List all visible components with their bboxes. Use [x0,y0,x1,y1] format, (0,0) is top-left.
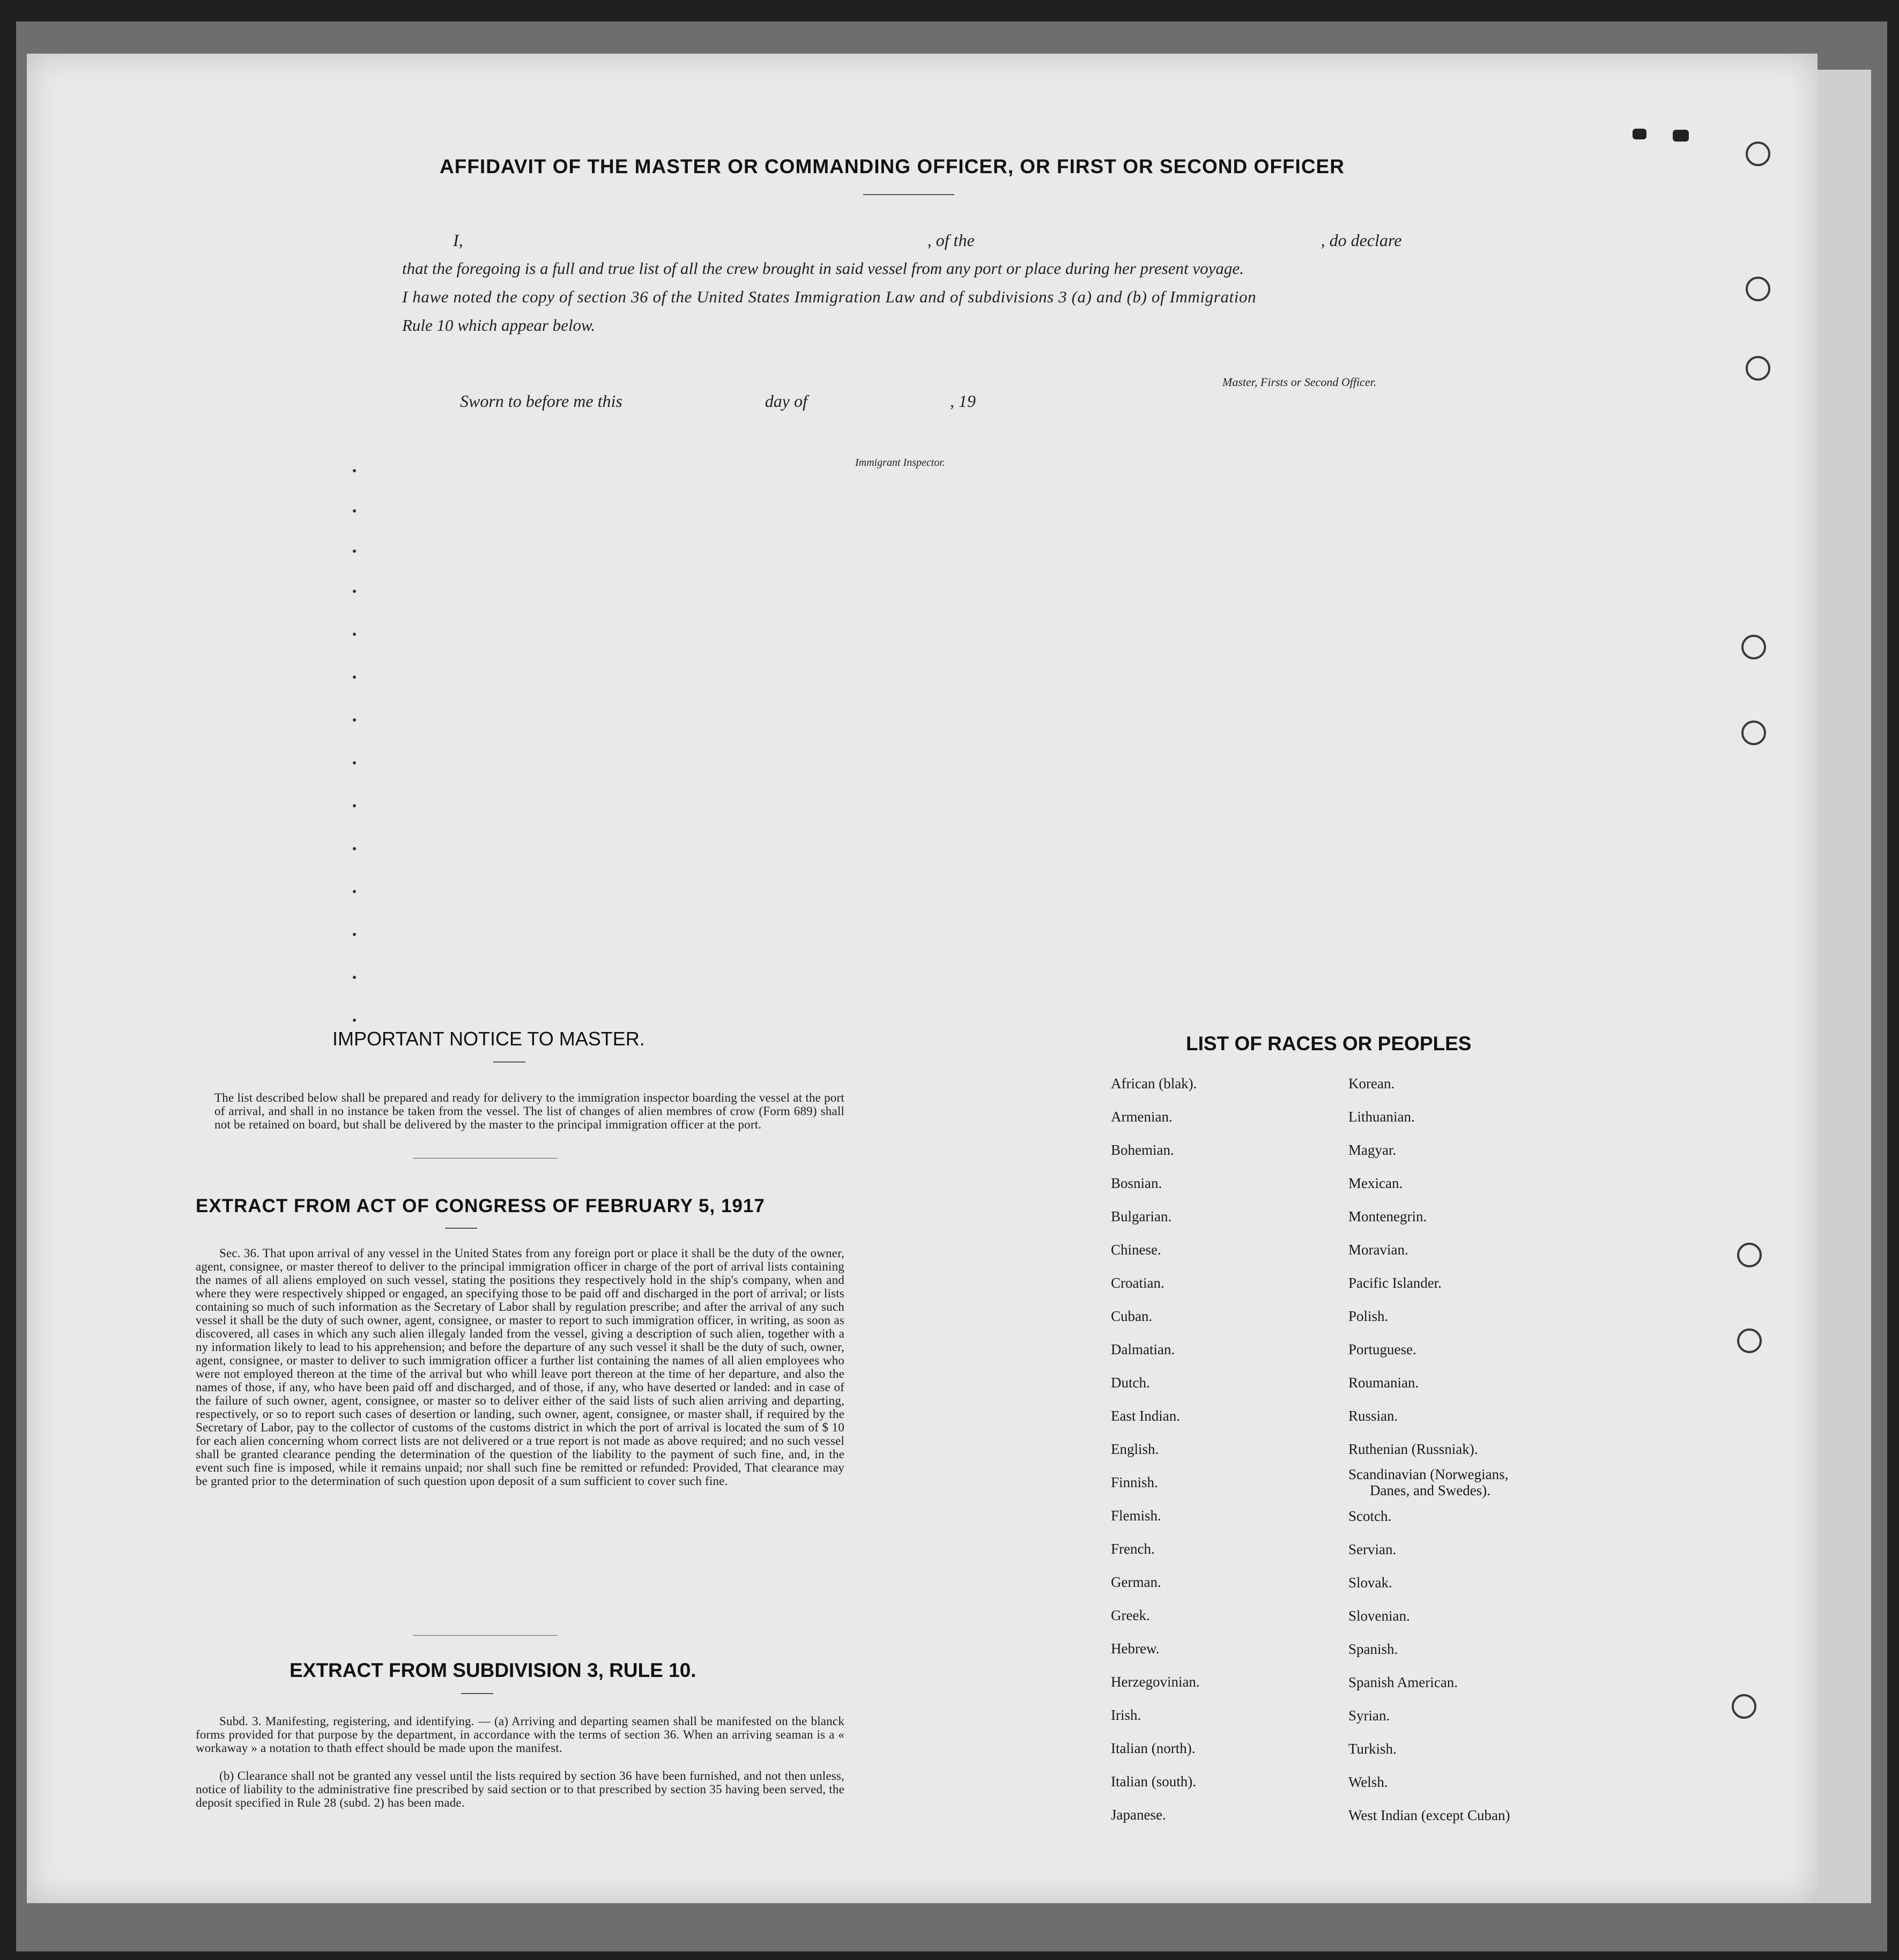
races-left-column [1111,1067,1200,1831]
margin-mark [353,804,356,807]
act-separator [413,1635,558,1636]
margin-mark [353,590,356,593]
race-item: Italian (south). [1111,1773,1196,1790]
races-right-column [1348,1067,1510,1832]
race-item: Mexican. [1348,1175,1403,1191]
margin-mark [353,469,356,472]
underlying-page-edge [1818,70,1871,1903]
punch-hole [1746,277,1770,301]
document-page [27,54,1818,1903]
race-item: Roumanian. [1348,1375,1419,1391]
margin-mark [353,1019,356,1022]
race-item: French. [1111,1541,1155,1557]
race-item: Greek. [1111,1607,1150,1623]
race-item: Spanish American. [1348,1674,1458,1690]
race-item: Danes, and Swedes). [1370,1482,1490,1498]
race-item: Bulgarian. [1111,1208,1172,1224]
race-item: Japanese. [1111,1807,1166,1823]
scan-mark [1633,129,1646,139]
race-item: Hebrew. [1111,1640,1160,1657]
year-text: , 19 [950,391,976,411]
affidavit-of-the: , of the [927,231,975,250]
affidavit-title: AFFIDAVIT OF THE MASTER OR COMMANDING OFFICER, OR FIRST OR SECOND OFFICER [440,155,1345,177]
punch-hole [1746,142,1770,166]
affidavit-line-1 [453,231,1440,250]
race-item: Armenian. [1111,1109,1173,1125]
race-item: Chinese. [1111,1242,1161,1258]
sworn-text: Sworn to before me this [460,391,622,411]
race-item: Italian (north). [1111,1740,1196,1756]
race-item: Magyar. [1348,1142,1397,1158]
punch-hole [1746,356,1770,381]
race-item: German. [1111,1574,1161,1590]
race-item: Servian. [1348,1541,1397,1557]
scan-mark [1673,130,1689,142]
race-item: Scandinavian (Norwegians, [1348,1466,1509,1482]
affidavit-declare: , do declare [1321,231,1402,250]
punch-hole [1732,1694,1756,1719]
race-item: Turkish. [1348,1741,1397,1757]
notice-title: IMPORTANT NOTICE TO MASTER. [332,1028,645,1050]
notice-title-rule [493,1061,525,1063]
affidavit-title-rule [863,194,954,195]
punch-hole [1741,721,1766,745]
rule-text-b: (b) Clearance shall not be granted any vessel until the lists required by section 36 have been furnished, and not then unless, notice of liability to the administrative fine prescribed by said section or to that prescribed by section 35 having been served, the deposit specified in Rule 28 (subd. 2) has been made. [196,1769,844,1809]
race-item: Flemish. [1111,1508,1161,1524]
affidavit-line-3: I hawe noted the copy of section 36 of the United States Immigration Law and of subdivisions 3 (a) and (b) of Immigration [402,287,1257,306]
race-item: Korean. [1348,1075,1395,1092]
affidavit-line-4: Rule 10 which appear below. [402,316,596,335]
notice-text: The list described below shall be prepared and ready for delivery to the immigration inspector boarding the vessel at the port of arrival, and shall in no instance be taken from the vessel. The list of changes of alien membres of crow (Form 689) shall not be retained on board, but shall be delivered by the master to the principal immigration officer at the port. [214,1091,844,1131]
rule-title: EXTRACT FROM SUBDIVISION 3, RULE 10. [290,1659,696,1681]
race-item-scandinavian [1348,1466,1510,1499]
race-item: Cuban. [1111,1308,1153,1324]
margin-mark [353,509,356,513]
act-title: EXTRACT FROM ACT OF CONGRESS OF FEBRUARY 5, 1917 [196,1196,765,1216]
margin-mark [353,550,356,553]
race-item: Portuguese. [1348,1341,1416,1357]
punch-hole [1737,1328,1762,1353]
affidavit-line-2: that the foregoing is a full and true list of all the crew brought in said vessel from any port or place during her present voyage. [402,259,1244,278]
margin-mark [353,847,356,850]
race-item: Herzegovinian. [1111,1674,1200,1690]
affidavit-i: I, [453,231,463,250]
race-item: Finnish. [1111,1474,1158,1490]
signer-label: Master, Firsts or Second Officer. [1222,375,1377,389]
race-item: African (blak). [1111,1075,1197,1092]
race-item: Welsh. [1348,1774,1388,1790]
race-item: Croatian. [1111,1275,1164,1291]
races-title: LIST OF RACES OR PEOPLES [1186,1033,1472,1055]
race-item: Slovak. [1348,1575,1392,1591]
rule-text-a: Subd. 3. Manifesting, registering, and identifying. — (a) Arriving and departing seamen shall be manifested on the blanck forms provided for that purpose by the department, in accordance with the terms of section 36. When an arriving seaman is a « workaway » a notation to thath effect should be made upon the manifest. [196,1714,844,1755]
rule-title-rule [461,1693,493,1694]
margin-mark [353,933,356,936]
race-item: Polish. [1348,1308,1389,1324]
race-item: Slovenian. [1348,1608,1410,1624]
margin-mark [353,890,356,893]
act-text: Sec. 36. That upon arrival of any vessel in the United States from any foreign port or place it shall be the duty of the owner, agent, consignee, or master thereof to deliver to the principal immigration officer in charge of the port of arrival lists containing the names of all aliens employed on such vessel, stating the positions they respectively hold in the ship's company, when and where they were respectively shipped or engaged, an specifying those to be paid off and discharged in the port of arrival; or lists containing so much of such information as the Secretary of Labor shall by regulation prescribe; and after the arrival of any such vessel it shall be the duty of such owner, agent, consignee, or master to report to such immigration officer, in writing, as soon as discovered, all cases in which any such alien illegaly landed from the vessel, giving a description of such alien, together with a ny information likely to lead to his apprehension; and before the departure of any such vessel it shall be the duty of such, owner, agent, consignee, or master to deliver to such immigration officer a further list containing the names of all alien employees who were not employed thereon at the time of the arrival but who whill leave port thereon at the time of her departure, and also the names of those, if any, who have been paid off and discharged, and of those, if any, who have deserted or landed: and in case of the failure of such owner, agent, consignee, or master so to deliver either of the said lists of such alien arriving and departing, respectively, or so to report such cases of desertion or landing, such owner, agent, consignee, or master shall, if required by the Secretary of Labor, pay to the collector of customs of the customs district in which the port of arrival is located the sum of $ 10 for each alien concerning whom correct lists are not delivered or a true report is not made as above required; and no such vessel shall be granted clearance pending the determination of the question of the liability to the payment of such fine, and, in the event such fine is imposed, while it remains unpaid; nor shall such fine be remitted or refunded: Provided, That clearance may be granted prior to the determination of such question upon deposit of a sum sufficient to cover such fine. [196,1246,844,1488]
race-item: Moravian. [1348,1242,1408,1258]
margin-mark [353,976,356,979]
inspector-label: Immigrant Inspector. [855,457,945,469]
margin-mark [353,675,356,679]
day-of-text: day of [765,391,807,411]
race-item: English. [1111,1441,1159,1457]
act-title-rule [445,1228,477,1229]
race-item: Lithuanian. [1348,1109,1415,1125]
race-item: Ruthenian (Russniak). [1348,1441,1478,1457]
margin-mark [353,761,356,764]
race-item: Syrian. [1348,1707,1390,1724]
race-item: Irish. [1111,1707,1141,1723]
punch-hole [1741,635,1766,659]
race-item: Montenegrin. [1348,1208,1427,1224]
sworn-line [460,391,976,411]
race-item: Dutch. [1111,1375,1150,1391]
race-item: Russian. [1348,1408,1398,1424]
race-item: West Indian (except Cuban) [1348,1807,1510,1823]
race-item: Bohemian. [1111,1142,1174,1158]
race-item: East Indian. [1111,1408,1180,1424]
race-item: Pacific Islander. [1348,1275,1442,1291]
margin-mark [353,718,356,722]
margin-mark [353,633,356,636]
race-item: Dalmatian. [1111,1341,1175,1357]
race-item: Spanish. [1348,1641,1398,1657]
race-item: Scotch. [1348,1508,1392,1524]
notice-separator [413,1158,558,1159]
punch-hole [1737,1243,1762,1267]
race-item: Bosnian. [1111,1175,1162,1191]
